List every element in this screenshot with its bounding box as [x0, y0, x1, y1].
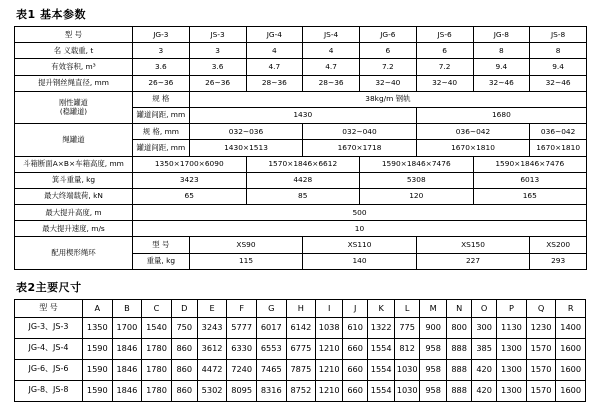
cell: 26~36	[133, 75, 190, 91]
cell: 888	[447, 359, 472, 380]
cell: 1322	[368, 317, 395, 338]
column-header: C	[142, 299, 172, 317]
cell: 1590×1846×7476	[360, 156, 474, 172]
cell: 1846	[112, 380, 142, 401]
cell: 293	[530, 253, 587, 269]
rope-guide-label: 绳罐道	[15, 124, 133, 156]
cell: 4	[303, 43, 360, 59]
table-row	[15, 317, 586, 338]
cell: 227	[416, 253, 530, 269]
column-header: F	[227, 299, 257, 317]
column-header: D	[171, 299, 197, 317]
table-header-row	[15, 299, 586, 317]
rigid-guide-label: 刚性罐道 (稳罐道)	[15, 91, 133, 123]
table-basic-parameters	[14, 26, 587, 270]
cell: 65	[133, 188, 247, 204]
rope-gap-value: 1430×1513	[189, 140, 303, 156]
rope-spec-label: 规 格, mm	[133, 124, 190, 140]
cell: 420	[472, 359, 497, 380]
table-row	[15, 43, 587, 59]
cell: 1038	[316, 317, 343, 338]
cell: XS150	[416, 237, 530, 253]
cell: 1130	[497, 317, 527, 338]
cell: 300	[472, 317, 497, 338]
cell: 4.7	[246, 59, 303, 75]
cell: 1780	[142, 380, 172, 401]
cell: 4472	[197, 359, 227, 380]
column-header: O	[472, 299, 497, 317]
row-label: 最大提升高度, m	[15, 205, 133, 221]
cell: 1210	[316, 338, 343, 359]
cell: 26~36	[189, 75, 246, 91]
cell: 32~46	[530, 75, 587, 91]
cell: 3	[133, 43, 190, 59]
row-label: 有效容积, m³	[15, 59, 133, 75]
cell: 812	[395, 338, 420, 359]
cell: 4.7	[303, 59, 360, 75]
cell: 6553	[256, 338, 286, 359]
cell: 6775	[286, 338, 316, 359]
cell: 1600	[556, 338, 586, 359]
rigid-spec-label: 规 格	[133, 91, 190, 107]
table-row	[15, 188, 587, 204]
cell: 1590	[83, 338, 113, 359]
cell: 750	[171, 317, 197, 338]
table-row	[15, 338, 586, 359]
column-header: J	[343, 299, 368, 317]
cell: 1540	[142, 317, 172, 338]
table-row	[15, 237, 587, 253]
cell: 1350×1700×6090	[133, 156, 247, 172]
column-header: B	[112, 299, 142, 317]
cell: 500	[133, 205, 587, 221]
table-row	[15, 124, 587, 140]
cell: 3.6	[133, 59, 190, 75]
column-header: H	[286, 299, 316, 317]
cell: 888	[447, 380, 472, 401]
cell: 32~40	[360, 75, 417, 91]
cell: 8752	[286, 380, 316, 401]
cell: 1590×1846×7476	[473, 156, 587, 172]
cell: 958	[420, 380, 447, 401]
cell: 1210	[316, 359, 343, 380]
cell: 958	[420, 359, 447, 380]
cell: 3423	[133, 172, 247, 188]
cell: JS-4	[303, 27, 360, 43]
row-label: JG-3、JS-3	[15, 317, 83, 338]
cell: JG-3	[133, 27, 190, 43]
cell: 660	[343, 380, 368, 401]
table-row	[15, 156, 587, 172]
cell: 610	[343, 317, 368, 338]
cell: 1300	[497, 359, 527, 380]
table-row	[15, 75, 587, 91]
rope-ring-weight-label: 重量, kg	[133, 253, 190, 269]
cell: 7.2	[360, 59, 417, 75]
cell: XS110	[303, 237, 417, 253]
table-row	[15, 59, 587, 75]
cell: 6013	[473, 172, 587, 188]
cell: 385	[472, 338, 497, 359]
cell: 8095	[227, 380, 257, 401]
column-header: M	[420, 299, 447, 317]
cell: 9.4	[530, 59, 587, 75]
cell: 1780	[142, 338, 172, 359]
cell: 115	[189, 253, 303, 269]
cell: 3.6	[189, 59, 246, 75]
cell: 7240	[227, 359, 257, 380]
table-row	[15, 91, 587, 107]
row-label: JG-4、JS-4	[15, 338, 83, 359]
row-label: 斗箱断面A×B×车箱高度, mm	[15, 156, 133, 172]
cell: 4428	[246, 172, 360, 188]
rope-spec-value: 036~042	[416, 124, 530, 140]
cell: 8	[473, 43, 530, 59]
cell: 660	[343, 359, 368, 380]
rope-gap-value: 1670×1810	[416, 140, 530, 156]
cell: 5777	[227, 317, 257, 338]
cell: 1570	[526, 380, 556, 401]
column-header: G	[256, 299, 286, 317]
table2-caption: 表2主要尺寸	[16, 280, 82, 294]
cell: 140	[303, 253, 417, 269]
cell: JS-3	[189, 27, 246, 43]
cell: 8316	[256, 380, 286, 401]
cell: 8	[530, 43, 587, 59]
cell: 28~36	[246, 75, 303, 91]
rope-spec-value: 036~042	[530, 124, 587, 140]
column-header: E	[197, 299, 227, 317]
cell: 7465	[256, 359, 286, 380]
cell: 6142	[286, 317, 316, 338]
cell: JS-6	[416, 27, 473, 43]
column-header: N	[447, 299, 472, 317]
rigid-gap-label: 罐道间距, mm	[133, 107, 190, 123]
row-label: 箕斗重量, kg	[15, 172, 133, 188]
rigid-spec-value: 38kg/m 钢轨	[189, 91, 586, 107]
table-row	[15, 221, 587, 237]
cell: 1554	[368, 380, 395, 401]
cell: 6017	[256, 317, 286, 338]
cell: 85	[246, 188, 360, 204]
row-label: 提升钢丝绳直径, mm	[15, 75, 133, 91]
rope-ring-type-label: 型 号	[133, 237, 190, 253]
cell: 888	[447, 338, 472, 359]
column-header: I	[316, 299, 343, 317]
cell: 1846	[112, 359, 142, 380]
rigid-gap-value: 1430	[189, 107, 416, 123]
cell: 6330	[227, 338, 257, 359]
cell: 1600	[556, 380, 586, 401]
cell: 3	[189, 43, 246, 59]
cell: 1350	[83, 317, 113, 338]
cell: 120	[360, 188, 474, 204]
cell: 1300	[497, 338, 527, 359]
cell: 860	[171, 338, 197, 359]
cell: 1780	[142, 359, 172, 380]
rope-spec-value: 032~036	[189, 124, 303, 140]
cell: 1230	[526, 317, 556, 338]
cell: 1400	[556, 317, 586, 338]
cell: 5302	[197, 380, 227, 401]
column-header: K	[368, 299, 395, 317]
cell: 1030	[395, 359, 420, 380]
cell: 1570	[526, 338, 556, 359]
row-label: JG-6、JS-6	[15, 359, 83, 380]
cell: 1210	[316, 380, 343, 401]
cell: 1846	[112, 338, 142, 359]
table-main-dimensions	[14, 299, 586, 402]
cell: 3612	[197, 338, 227, 359]
rope-spec-value: 032~040	[303, 124, 417, 140]
cell: 1554	[368, 338, 395, 359]
cell: 28~36	[303, 75, 360, 91]
column-header: Q	[526, 299, 556, 317]
cell: 32~46	[473, 75, 530, 91]
cell: 860	[171, 359, 197, 380]
cell: 3243	[197, 317, 227, 338]
cell: JG-4	[246, 27, 303, 43]
cell: 860	[171, 380, 197, 401]
cell: 1030	[395, 380, 420, 401]
cell: 1570×1846×6612	[246, 156, 360, 172]
table-row	[15, 380, 586, 401]
column-header: L	[395, 299, 420, 317]
cell: JS-8	[530, 27, 587, 43]
table1-caption: 表1 基本参数	[16, 8, 86, 21]
cell: 5308	[360, 172, 474, 188]
cell: 1590	[83, 359, 113, 380]
cell: 9.4	[473, 59, 530, 75]
cell: 1700	[112, 317, 142, 338]
cell: 4	[246, 43, 303, 59]
rigid-gap-value: 1680	[416, 107, 586, 123]
cell: 10	[133, 221, 587, 237]
table-row	[15, 27, 587, 43]
column-header: R	[556, 299, 586, 317]
cell: XS90	[189, 237, 303, 253]
table-row	[15, 172, 587, 188]
row-label: 最大提升速度, m/s	[15, 221, 133, 237]
cell: XS200	[530, 237, 587, 253]
cell: 900	[420, 317, 447, 338]
cell: 1570	[526, 359, 556, 380]
cell: 1554	[368, 359, 395, 380]
cell: 1590	[83, 380, 113, 401]
row-label: 名 义载重, t	[15, 43, 133, 59]
rope-gap-value: 1670×1810	[530, 140, 587, 156]
cell: 1600	[556, 359, 586, 380]
cell: 800	[447, 317, 472, 338]
cell: 775	[395, 317, 420, 338]
cell: 6	[416, 43, 473, 59]
table-row	[15, 205, 587, 221]
column-header: P	[497, 299, 527, 317]
rope-gap-label: 罐道间距, mm	[133, 140, 190, 156]
row-label: 最大终端载荷, kN	[15, 188, 133, 204]
cell: 7875	[286, 359, 316, 380]
rope-ring-label: 配用楔形绳环	[15, 237, 133, 269]
cell: 165	[473, 188, 587, 204]
cell: JG-8	[473, 27, 530, 43]
cell: 420	[472, 380, 497, 401]
cell: 1300	[497, 380, 527, 401]
cell: JG-6	[360, 27, 417, 43]
cell: 7.2	[416, 59, 473, 75]
row-label: JG-8、JS-8	[15, 380, 83, 401]
cell: 32~40	[416, 75, 473, 91]
cell: 958	[420, 338, 447, 359]
rope-gap-value: 1670×1718	[303, 140, 417, 156]
column-header: 型 号	[15, 299, 83, 317]
column-header: A	[83, 299, 113, 317]
cell: 6	[360, 43, 417, 59]
table-row	[15, 359, 586, 380]
row-label: 型 号	[15, 27, 133, 43]
cell: 660	[343, 338, 368, 359]
